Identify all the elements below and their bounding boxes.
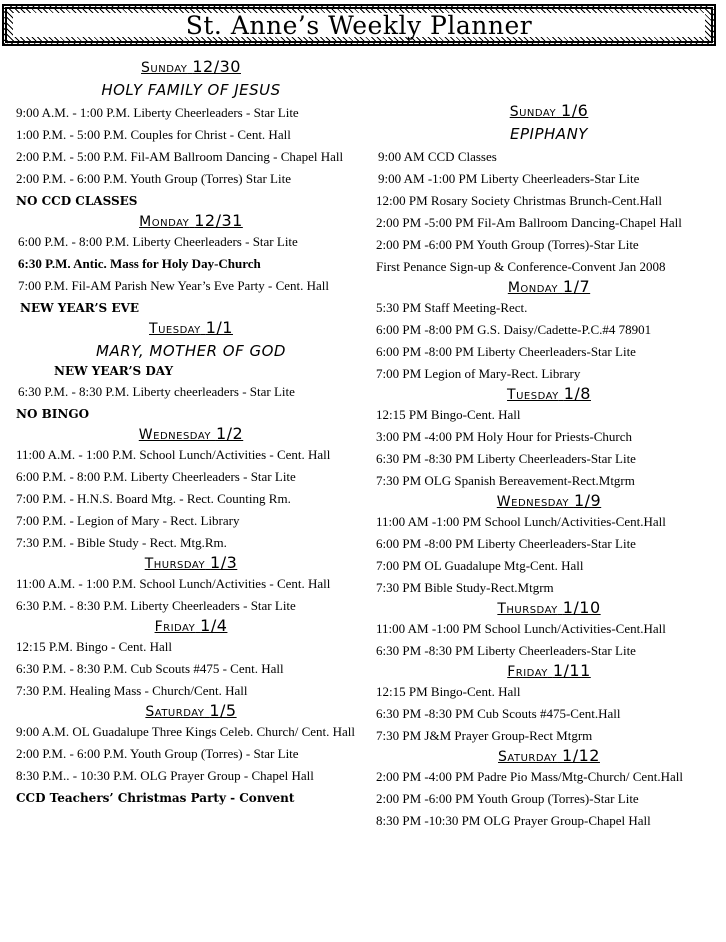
day-date: 1/12 bbox=[562, 746, 600, 765]
event-item: 6:30 P.M. - 8:30 P.M. Cub Scouts #475 - Cent. Hall bbox=[16, 661, 284, 676]
day-date: 1/11 bbox=[552, 661, 591, 680]
event-item: 11:00 A.M. - 1:00 P.M. School Lunch/Activities - Cent. Hall bbox=[16, 576, 331, 591]
title-box bbox=[13, 10, 705, 40]
day-date: 12/30 bbox=[192, 57, 241, 76]
event-item: 9:00 AM CCD Classes bbox=[378, 149, 497, 164]
event-item: 9:00 A.M. - 1:00 P.M. Liberty Cheerleaders - Star Lite bbox=[16, 105, 299, 120]
left-column bbox=[16, 58, 366, 809]
day-date: 1/4 bbox=[200, 616, 228, 635]
day-section bbox=[376, 747, 722, 832]
event-item: 2:00 P.M. - 5:00 P.M. Fil-AM Ballroom Dancing - Chapel Hall bbox=[16, 149, 344, 164]
event-item: 6:30 PM -8:30 PM Liberty Cheerleaders-Star Lite bbox=[376, 451, 636, 466]
event-note: CCD Teachers’ Christmas Party - Convent bbox=[16, 791, 295, 805]
day-heading bbox=[376, 492, 722, 511]
event-item: 12:15 PM Bingo-Cent. Hall bbox=[376, 684, 521, 699]
event-item: 9:00 AM -1:00 PM Liberty Cheerleaders-Star Lite bbox=[378, 171, 640, 186]
day-date: 1/8 bbox=[563, 384, 591, 403]
day-section bbox=[16, 425, 366, 554]
title-frame bbox=[2, 4, 716, 46]
event-note: NO CCD CLASSES bbox=[16, 194, 138, 208]
day-name: Saturday bbox=[498, 749, 558, 765]
day-heading bbox=[16, 212, 366, 231]
day-heading bbox=[376, 102, 722, 121]
feast-title: HOLY FAMILY OF JESUS bbox=[101, 81, 281, 99]
event-item: 2:00 P.M. - 6:00 P.M. Youth Group (Torres) - Star Lite bbox=[16, 746, 299, 761]
page-title: St. Anne’s Weekly Planner bbox=[185, 10, 533, 40]
event-note: NO BINGO bbox=[16, 407, 90, 421]
day-section bbox=[16, 319, 366, 425]
day-heading bbox=[376, 662, 722, 681]
feast-subtitle: NEW YEAR’S DAY bbox=[54, 364, 174, 378]
event-item: 6:00 PM -8:00 PM Liberty Cheerleaders-Star Lite bbox=[376, 536, 636, 551]
day-date: 1/7 bbox=[562, 277, 591, 296]
day-heading bbox=[376, 385, 722, 404]
event-item: 7:00 PM Legion of Mary-Rect. Library bbox=[376, 366, 581, 381]
event-item: 6:30 PM -8:30 PM Liberty Cheerleaders-Star Lite bbox=[376, 643, 636, 658]
day-section bbox=[16, 617, 366, 702]
day-name: Tuesday bbox=[507, 387, 559, 403]
day-section bbox=[376, 599, 722, 662]
day-heading bbox=[376, 599, 722, 618]
day-section bbox=[16, 58, 366, 212]
event-item: 2:00 PM -6:00 PM Youth Group (Torres)-Star Lite bbox=[376, 791, 639, 806]
event-item: 8:30 PM -10:30 PM OLG Prayer Group-Chapel Hall bbox=[376, 813, 651, 828]
day-heading bbox=[376, 747, 722, 766]
day-heading bbox=[16, 617, 366, 636]
event-item: 7:30 P.M. - Bible Study - Rect. Mtg.Rm. bbox=[16, 535, 227, 550]
day-section bbox=[376, 385, 722, 492]
day-section bbox=[376, 278, 722, 385]
event-item: 1:00 P.M. - 5:00 P.M. Couples for Christ - Cent. Hall bbox=[16, 127, 291, 142]
day-heading bbox=[16, 554, 366, 573]
day-name: Saturday bbox=[145, 704, 205, 720]
day-heading bbox=[16, 425, 366, 444]
day-date: 1/10 bbox=[562, 598, 601, 617]
event-note: NEW YEAR’S EVE bbox=[20, 301, 139, 315]
event-item: 7:30 P.M. Healing Mass - Church/Cent. Hall bbox=[16, 683, 248, 698]
event-item: 6:30 PM -8:30 PM Cub Scouts #475-Cent.Hall bbox=[376, 706, 621, 721]
event-item: 2:00 PM -5:00 PM Fil-Am Ballroom Dancing-Chapel Hall bbox=[376, 215, 682, 230]
day-name: Friday bbox=[507, 664, 548, 680]
event-item: 6:00 PM -8:00 PM G.S. Daisy/Cadette-P.C.#4 78901 bbox=[376, 322, 652, 337]
day-section bbox=[376, 102, 722, 278]
event-item: 11:00 AM -1:00 PM School Lunch/Activities-Cent.Hall bbox=[376, 621, 666, 636]
event-item: 8:30 P.M.. - 10:30 P.M. OLG Prayer Group - Chapel Hall bbox=[16, 768, 314, 783]
day-date: 1/9 bbox=[573, 491, 602, 510]
day-name: Friday bbox=[154, 619, 196, 635]
event-item: 6:00 P.M. - 8:00 P.M. Liberty Cheerleaders - Star Lite bbox=[16, 469, 296, 484]
day-heading bbox=[16, 702, 366, 721]
feast-title: MARY, MOTHER OF GOD bbox=[96, 342, 286, 360]
day-date: 1/5 bbox=[209, 701, 237, 720]
day-section bbox=[16, 554, 366, 617]
day-name: Tuesday bbox=[149, 321, 201, 337]
event-item: 11:00 A.M. - 1:00 P.M. School Lunch/Activities - Cent. Hall bbox=[16, 447, 331, 462]
event-item: 7:00 P.M. - H.N.S. Board Mtg. - Rect. Counting Rm. bbox=[16, 491, 291, 506]
event-item: 7:00 PM OL Guadalupe Mtg-Cent. Hall bbox=[376, 558, 584, 573]
day-date: 1/2 bbox=[215, 424, 244, 443]
event-item: 2:00 PM -6:00 PM Youth Group (Torres)-Star Lite bbox=[376, 237, 639, 252]
day-section bbox=[376, 662, 722, 747]
day-name: Wednesday bbox=[138, 427, 211, 443]
feast-title: EPIPHANY bbox=[510, 125, 588, 143]
day-section bbox=[376, 492, 722, 599]
day-date: 1/1 bbox=[205, 318, 233, 337]
day-name: Wednesday bbox=[496, 494, 569, 510]
event-item: 12:00 PM Rosary Society Christmas Brunch-Cent.Hall bbox=[376, 193, 662, 208]
day-name: Monday bbox=[139, 214, 190, 230]
event-item: 2:00 P.M. - 6:00 P.M. Youth Group (Torres) Star Lite bbox=[16, 171, 291, 186]
event-item: 7:00 P.M. Fil-AM Parish New Year’s Eve Party - Cent. Hall bbox=[18, 278, 330, 293]
day-date: 12/31 bbox=[194, 211, 243, 230]
event-item: 7:00 P.M. - Legion of Mary - Rect. Library bbox=[16, 513, 240, 528]
day-section bbox=[16, 702, 366, 809]
event-item: 3:00 PM -4:00 PM Holy Hour for Priests-Church bbox=[376, 429, 633, 444]
day-heading bbox=[16, 319, 366, 338]
day-section bbox=[16, 212, 366, 319]
day-name: Monday bbox=[507, 280, 558, 296]
event-item: 12:15 P.M. Bingo - Cent. Hall bbox=[16, 639, 173, 654]
event-item: 9:00 A.M. OL Guadalupe Three Kings Celeb. Church/ Cent. Hall bbox=[16, 724, 356, 739]
right-column bbox=[376, 102, 722, 832]
event-item: 5:30 PM Staff Meeting-Rect. bbox=[376, 300, 528, 315]
event-item: 6:30 P.M. - 8:30 P.M. Liberty cheerleaders - Star Lite bbox=[18, 384, 295, 399]
event-item: 7:30 PM J&M Prayer Group-Rect Mtgrm bbox=[376, 728, 593, 743]
day-name: Sunday bbox=[141, 60, 188, 76]
day-name: Thursday bbox=[497, 601, 558, 617]
day-name: Thursday bbox=[144, 556, 206, 572]
event-item: 7:30 PM Bible Study-Rect.Mtgrm bbox=[376, 580, 554, 595]
event-item: 6:30 P.M. - 8:30 P.M. Liberty Cheerleaders - Star Lite bbox=[16, 598, 296, 613]
event-item: 11:00 AM -1:00 PM School Lunch/Activities-Cent.Hall bbox=[376, 514, 666, 529]
day-heading bbox=[376, 278, 722, 297]
event-item: First Penance Sign-up & Conference-Convent Jan 2008 bbox=[376, 259, 666, 274]
day-name: Sunday bbox=[509, 104, 557, 120]
event-item: 2:00 PM -4:00 PM Padre Pio Mass/Mtg-Church/ Cent.Hall bbox=[376, 769, 683, 784]
day-date: 1/3 bbox=[210, 553, 238, 572]
event-item: 12:15 PM Bingo-Cent. Hall bbox=[376, 407, 521, 422]
event-item: 7:30 PM OLG Spanish Bereavement-Rect.Mtgrm bbox=[376, 473, 635, 488]
event-item: 6:00 PM -8:00 PM Liberty Cheerleaders-Star Lite bbox=[376, 344, 636, 359]
event-item: 6:30 P.M. Antic. Mass for Holy Day-Church bbox=[18, 256, 261, 271]
event-item: 6:00 P.M. - 8:00 P.M. Liberty Cheerleaders - Star Lite bbox=[18, 234, 298, 249]
day-heading bbox=[16, 58, 366, 77]
day-date: 1/6 bbox=[561, 101, 589, 120]
